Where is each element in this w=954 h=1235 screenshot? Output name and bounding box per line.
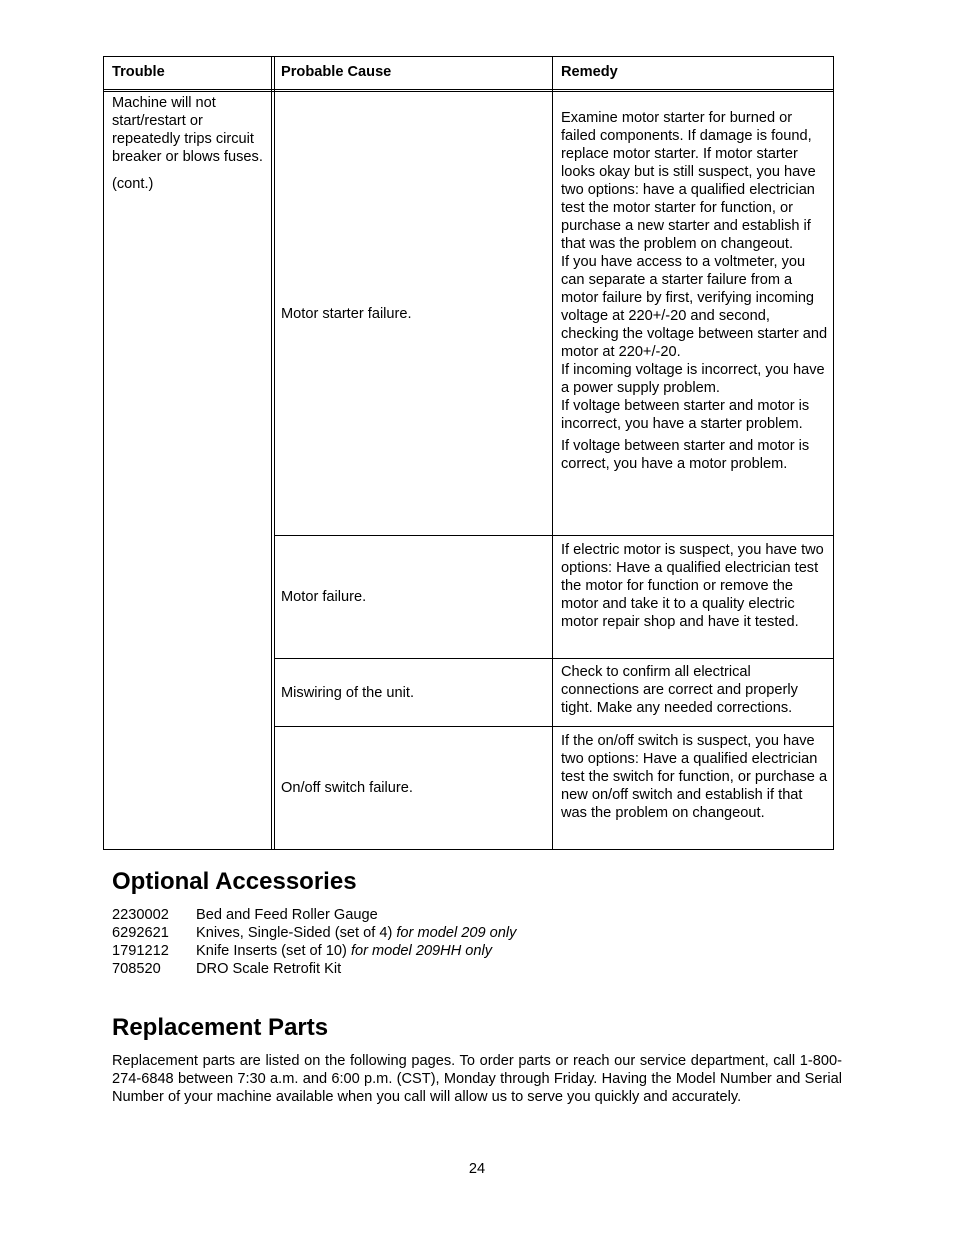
trouble-cell [112,94,264,193]
column-divider [552,57,553,849]
remedy-paragraph: If you have access to a voltmeter, you can separate a starter failure from a motor failure by first, verifying incoming voltage at 220+/-20 and second, checking the voltage between starter and motor at 220+/-20. [561,254,828,360]
part-description: Knife Inserts (set of 10) [196,943,351,959]
cause-cell [281,536,546,658]
part-note: for model 209HH only [350,943,493,959]
part-number: 6292621 [112,925,169,941]
header-rule [104,89,833,90]
accessory-item [112,942,516,960]
page-number: 24 [468,1161,486,1177]
replacement-heading: Replacement Parts [112,1014,329,1041]
part-description: Knives, Single-Sided (set of 4) [196,925,397,941]
part-description: DRO Scale Retrofit Kit [196,961,342,977]
replacement-paragraph: Replacement parts are listed on the following pages. To order parts or reach our service department, call 1-800-274-6848 between 7:30 a.m. and 6:00 p.m. (CST), Monday through Friday. Having the Model Number and Serial Number of your machine available when you call will allow us to serve you quickly and accurately. [112,1053,842,1105]
column-divider [274,57,275,849]
part-description: Bed and Feed Roller Gauge [196,907,378,923]
trouble-description: Machine will not start/restart or repeatedly trips circuit breaker or blows fuses. [112,95,263,165]
cause-cell [281,659,546,726]
remedy-paragraph: If electric motor is suspect, you have two options: Have a qualified electrician test the motor for function or remove the motor and take it to a quality electric motor repair shop and have it tested. [561,542,824,630]
accessory-item [112,924,516,942]
header-probable-cause: Probable Cause [281,64,392,80]
part-number: 708520 [112,961,161,977]
remedy-paragraph: If voltage between starter and motor is correct, you have a motor problem. [561,438,810,472]
header-trouble: Trouble [112,64,165,80]
remedy-paragraph: Check to confirm all electrical connections are correct and properly tight. Make any needed corrections. [561,664,798,716]
remedy-cell [561,109,829,473]
cause-text: Miswiring of the unit. [281,684,415,701]
part-note: for model 209 only [396,925,517,941]
header-remedy: Remedy [561,64,618,80]
remedy-paragraph: If incoming voltage is incorrect, you have a power supply problem. [561,362,825,396]
part-number: 2230002 [112,907,169,923]
remedy-paragraph: Examine motor starter for burned or failed components. If damage is found, replace motor starter. If motor starter looks okay but is still suspect, you have two options: have a qualified electrician test the motor starter for function, or purchase a new starter and establish if that was the problem on changeout. [561,110,816,252]
remedy-cell [561,541,829,631]
remedy-paragraph: If the on/off switch is suspect, you have two options: Have a qualified electrician test the switch for function, or purchase a new on/off switch and establish if that was the problem on changeout. [561,733,828,821]
column-divider [271,57,272,849]
part-number: 1791212 [112,943,169,959]
trouble-continued: (cont.) [112,176,154,192]
cause-text: Motor starter failure. [281,305,412,322]
accessories-heading: Optional Accessories [112,868,357,895]
cause-cell [281,92,546,535]
accessory-item [112,906,516,924]
remedy-paragraph: If voltage between starter and motor is incorrect, you have a starter problem. [561,398,810,432]
cause-text: Motor failure. [281,589,367,605]
cause-text: On/off switch failure. [281,780,413,796]
cause-cell [281,727,546,849]
remedy-cell [561,663,829,717]
accessories-list [112,906,516,978]
accessory-item [112,960,516,978]
remedy-cell [561,732,829,822]
troubleshooting-table [103,56,834,850]
